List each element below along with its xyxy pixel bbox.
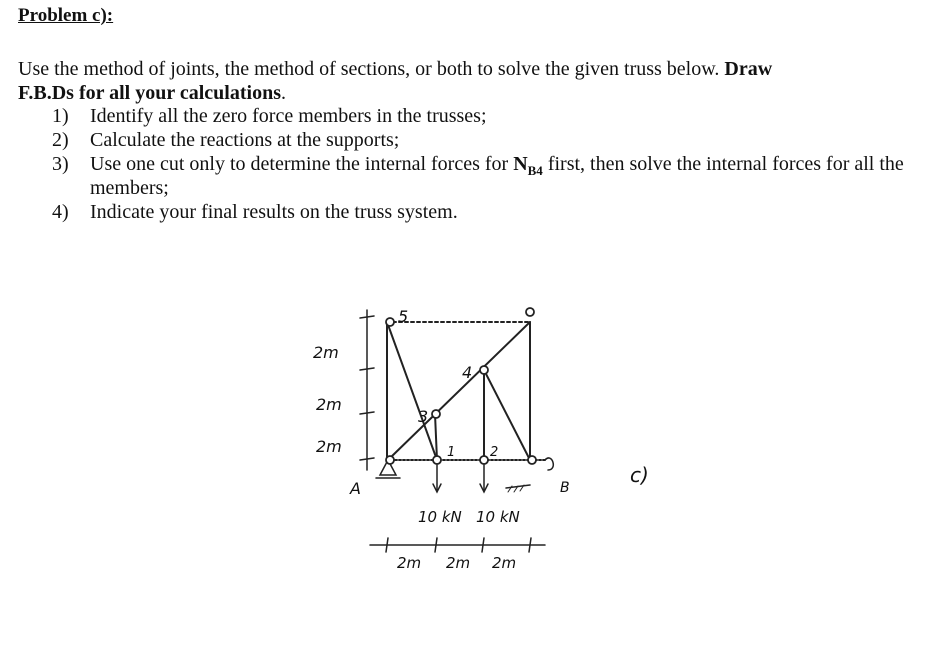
node-label-1: 1: [447, 445, 456, 460]
node-label-A: A: [350, 479, 361, 498]
task-text-post: first, then solve the internal forces for all the members;: [90, 153, 904, 199]
figure-tag: c): [630, 463, 649, 487]
joint-B: [528, 456, 536, 464]
span-tick: [386, 538, 388, 552]
height-label: 2m: [316, 437, 342, 456]
node-label-2: 2: [490, 445, 499, 460]
node-label-5: 5: [398, 307, 409, 326]
height-tick: [360, 412, 374, 414]
joint-2: [480, 456, 488, 464]
node-label-3: 3: [418, 407, 429, 426]
member-force-symbol: N: [513, 153, 528, 175]
joint-1: [433, 456, 441, 464]
node-label-4: 4: [462, 363, 473, 382]
joint-A: [386, 456, 394, 464]
task-number: 2): [52, 129, 69, 151]
joint-4: [480, 366, 488, 374]
joint-5: [386, 318, 394, 326]
height-label: 2m: [313, 343, 339, 362]
problem-heading: Problem c):: [18, 5, 114, 26]
span-tick: [435, 538, 437, 552]
task-text: Identify all the zero force members in the trusses;: [90, 105, 487, 127]
task-text: Indicate your final results on the truss system.: [90, 201, 458, 223]
member-force-subscript: B4: [527, 163, 543, 178]
span-tick: [482, 538, 484, 552]
task-text: Calculate the reactions at the supports;: [90, 129, 400, 151]
span-label: 2m: [397, 554, 422, 572]
load-label: 10 kN: [476, 508, 520, 526]
span-label: 2m: [446, 554, 471, 572]
node-label-B: B: [560, 480, 570, 496]
height-tick: [360, 458, 374, 460]
intro-bold-fbd: F.B.Ds for all your calculations: [18, 82, 281, 104]
joint-3: [432, 410, 440, 418]
member-diagonal-5-1: [387, 322, 437, 460]
span-tick: [529, 538, 531, 552]
intro-end: .: [281, 82, 286, 104]
task-number: 1): [52, 105, 69, 127]
span-label: 2m: [492, 554, 517, 572]
height-tick: [360, 368, 374, 370]
height-tick: [360, 316, 374, 318]
task-number: 4): [52, 201, 69, 223]
load-label: 10 kN: [418, 508, 462, 526]
intro-bold-draw: Draw: [724, 58, 773, 80]
height-label: 2m: [316, 395, 342, 414]
joint-top-right: [526, 308, 534, 316]
task-number: 3): [52, 153, 69, 175]
intro-text: Use the method of joints, the method of sections, or both to solve the given truss below.: [18, 58, 725, 80]
task-text-pre: Use one cut only to determine the internal forces for: [90, 153, 514, 175]
support-B-roller: [545, 458, 553, 470]
